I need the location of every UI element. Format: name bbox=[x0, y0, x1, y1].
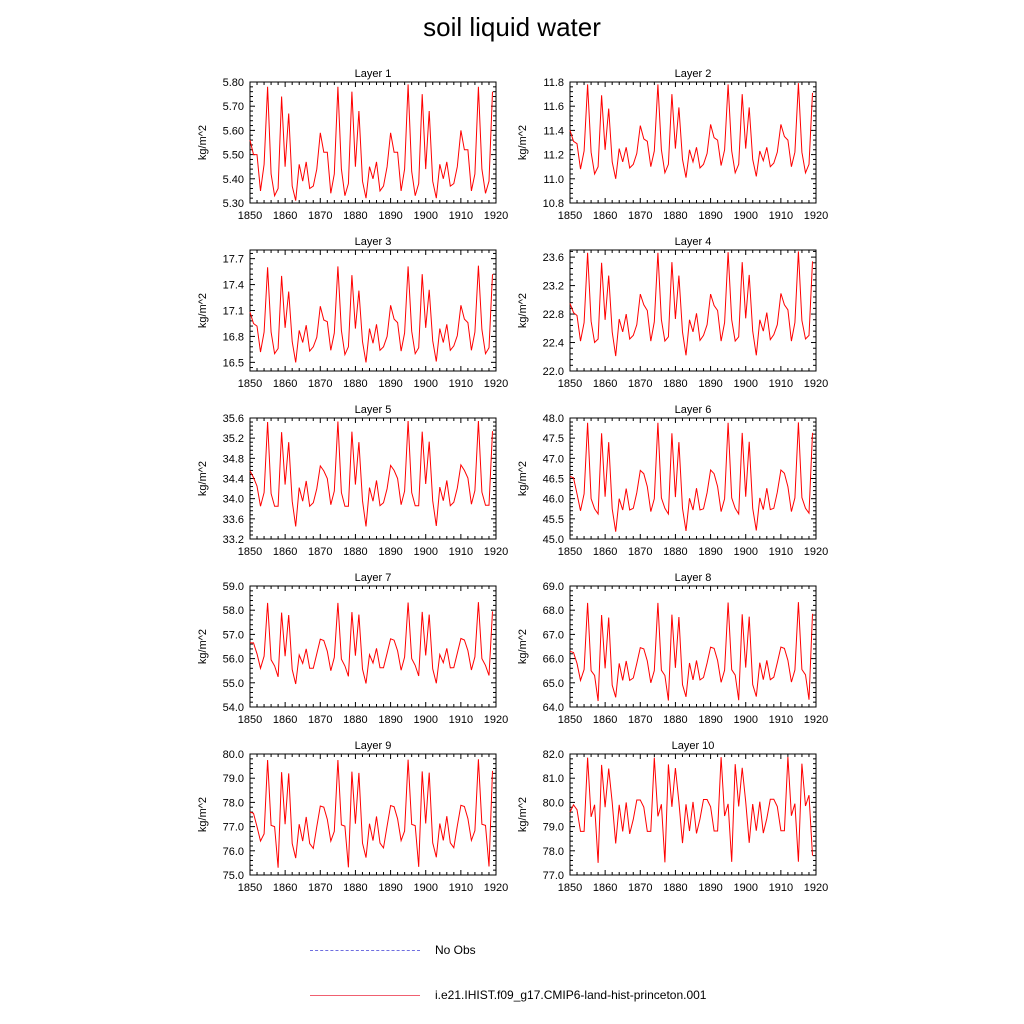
panel-title: Layer 1 bbox=[354, 68, 392, 80]
x-tick-label: 1900 bbox=[413, 210, 438, 222]
y-tick-label: 5.40 bbox=[222, 173, 244, 186]
series-line bbox=[570, 422, 813, 531]
x-tick-label: 1900 bbox=[733, 714, 758, 726]
x-tick-label: 1860 bbox=[272, 882, 298, 894]
panel-8 bbox=[517, 572, 828, 726]
y-tick-label: 16.8 bbox=[222, 331, 244, 344]
panel-9 bbox=[197, 740, 508, 894]
y-tick-label: 33.2 bbox=[222, 534, 244, 546]
x-tick-label: 1880 bbox=[663, 714, 688, 726]
legend-swatch-dashed bbox=[310, 950, 420, 951]
x-tick-label: 1850 bbox=[237, 378, 263, 390]
y-tick-label: 81.0 bbox=[542, 773, 564, 786]
panel-title: Layer 5 bbox=[354, 404, 392, 416]
y-tick-label: 64.0 bbox=[542, 702, 564, 714]
x-tick-label: 1870 bbox=[308, 714, 333, 726]
x-tick-label: 1890 bbox=[698, 378, 723, 390]
y-tick-label: 11.6 bbox=[543, 101, 564, 114]
x-tick-label: 1890 bbox=[378, 210, 403, 222]
x-tick-label: 1850 bbox=[557, 546, 583, 558]
series-line bbox=[250, 759, 493, 867]
x-tick-label: 1860 bbox=[592, 714, 618, 726]
x-tick-label: 1900 bbox=[413, 378, 438, 390]
x-tick-label: 1890 bbox=[378, 714, 403, 726]
panel-title: Layer 7 bbox=[354, 572, 392, 584]
y-tick-label: 16.5 bbox=[222, 357, 244, 370]
y-tick-label: 46.5 bbox=[542, 473, 564, 486]
x-tick-label: 1880 bbox=[343, 882, 368, 894]
x-tick-label: 1850 bbox=[557, 210, 583, 222]
y-tick-label: 80.0 bbox=[222, 749, 244, 761]
x-tick-label: 1890 bbox=[378, 546, 403, 558]
x-tick-label: 1900 bbox=[733, 378, 758, 390]
y-tick-label: 34.8 bbox=[222, 453, 244, 466]
y-tick-label: 34.0 bbox=[222, 493, 244, 506]
x-tick-label: 1880 bbox=[343, 210, 368, 222]
y-tick-label: 68.0 bbox=[542, 605, 564, 618]
y-tick-label: 17.4 bbox=[222, 279, 244, 292]
y-axis-label: kg/m^2 bbox=[197, 460, 209, 497]
y-tick-label: 59.0 bbox=[222, 581, 244, 593]
y-tick-label: 48.0 bbox=[542, 413, 564, 425]
x-tick-label: 1880 bbox=[663, 210, 688, 222]
y-tick-label: 58.0 bbox=[222, 605, 244, 618]
x-tick-label: 1920 bbox=[803, 714, 829, 726]
panel-title: Layer 2 bbox=[674, 68, 712, 80]
y-tick-label: 45.5 bbox=[542, 513, 564, 526]
y-tick-label: 11.0 bbox=[543, 173, 564, 186]
x-tick-label: 1920 bbox=[483, 714, 509, 726]
panel-10 bbox=[517, 740, 828, 894]
panel-4 bbox=[517, 236, 828, 390]
panel-title: Layer 3 bbox=[354, 236, 392, 248]
y-axis-label: kg/m^2 bbox=[517, 292, 529, 329]
x-tick-label: 1860 bbox=[272, 378, 298, 390]
x-tick-label: 1890 bbox=[698, 882, 723, 894]
x-tick-label: 1920 bbox=[803, 882, 829, 894]
y-tick-label: 33.6 bbox=[222, 513, 244, 526]
x-tick-label: 1870 bbox=[628, 546, 653, 558]
y-axis-label: kg/m^2 bbox=[517, 460, 529, 497]
x-tick-label: 1880 bbox=[663, 546, 688, 558]
y-tick-label: 22.0 bbox=[542, 366, 564, 378]
y-axis-label: kg/m^2 bbox=[517, 796, 529, 833]
x-tick-label: 1870 bbox=[308, 546, 333, 558]
x-tick-label: 1920 bbox=[483, 882, 509, 894]
series-line bbox=[570, 83, 813, 179]
panel-title: Layer 8 bbox=[674, 572, 712, 584]
x-tick-label: 1860 bbox=[272, 210, 298, 222]
y-axis-label: kg/m^2 bbox=[197, 628, 209, 665]
panel-title: Layer 4 bbox=[674, 236, 712, 248]
y-axis-label: kg/m^2 bbox=[197, 796, 209, 833]
x-tick-label: 1920 bbox=[483, 210, 509, 222]
x-tick-label: 1850 bbox=[557, 882, 583, 894]
series-line bbox=[570, 251, 813, 356]
x-tick-label: 1890 bbox=[378, 882, 403, 894]
x-tick-label: 1910 bbox=[448, 210, 474, 222]
y-tick-label: 75.0 bbox=[222, 870, 244, 882]
panel-6 bbox=[517, 404, 828, 558]
x-tick-label: 1860 bbox=[592, 378, 618, 390]
x-tick-label: 1870 bbox=[628, 210, 653, 222]
plot-frame bbox=[570, 754, 816, 875]
x-tick-label: 1890 bbox=[698, 546, 723, 558]
panel-7 bbox=[197, 572, 508, 726]
x-tick-label: 1850 bbox=[237, 714, 263, 726]
y-tick-label: 11.2 bbox=[543, 149, 564, 162]
figure-title: soil liquid water bbox=[423, 12, 601, 42]
y-tick-label: 22.4 bbox=[542, 337, 564, 350]
panel-title: Layer 10 bbox=[671, 740, 715, 752]
y-tick-label: 80.0 bbox=[542, 797, 564, 810]
y-tick-label: 5.80 bbox=[222, 77, 244, 89]
panel-title: Layer 6 bbox=[674, 404, 712, 416]
y-axis-label: kg/m^2 bbox=[517, 628, 529, 665]
y-tick-label: 77.0 bbox=[222, 821, 244, 834]
x-tick-label: 1850 bbox=[557, 378, 583, 390]
x-tick-label: 1920 bbox=[803, 210, 829, 222]
series-line bbox=[250, 602, 493, 684]
x-tick-label: 1910 bbox=[448, 714, 474, 726]
x-tick-label: 1910 bbox=[768, 210, 794, 222]
y-tick-label: 5.60 bbox=[222, 125, 244, 138]
x-tick-label: 1910 bbox=[768, 546, 794, 558]
y-axis-label: kg/m^2 bbox=[517, 124, 529, 161]
y-tick-label: 82.0 bbox=[542, 749, 564, 761]
x-tick-label: 1900 bbox=[413, 882, 438, 894]
y-tick-label: 78.0 bbox=[542, 845, 564, 858]
y-tick-label: 10.8 bbox=[542, 198, 564, 210]
y-axis-label: kg/m^2 bbox=[197, 292, 209, 329]
y-tick-label: 45.0 bbox=[542, 534, 564, 546]
x-tick-label: 1920 bbox=[803, 378, 829, 390]
x-tick-label: 1910 bbox=[768, 378, 794, 390]
x-tick-label: 1860 bbox=[592, 210, 618, 222]
x-tick-label: 1850 bbox=[557, 714, 583, 726]
y-tick-label: 66.0 bbox=[542, 653, 564, 666]
series-line bbox=[250, 84, 493, 200]
x-tick-label: 1900 bbox=[413, 714, 438, 726]
x-tick-label: 1910 bbox=[768, 882, 794, 894]
x-tick-label: 1860 bbox=[592, 546, 618, 558]
x-tick-label: 1860 bbox=[272, 714, 298, 726]
y-tick-label: 69.0 bbox=[542, 581, 564, 593]
panel-3 bbox=[197, 236, 508, 390]
y-tick-label: 47.0 bbox=[542, 453, 564, 466]
y-tick-label: 46.0 bbox=[542, 493, 564, 506]
x-tick-label: 1880 bbox=[663, 882, 688, 894]
x-tick-label: 1920 bbox=[803, 546, 829, 558]
series-line bbox=[570, 602, 813, 701]
y-tick-label: 67.0 bbox=[542, 629, 564, 642]
x-tick-label: 1900 bbox=[733, 546, 758, 558]
y-tick-label: 5.30 bbox=[222, 198, 244, 210]
x-tick-label: 1860 bbox=[272, 546, 298, 558]
x-tick-label: 1880 bbox=[343, 546, 368, 558]
y-tick-label: 65.0 bbox=[542, 677, 564, 690]
panel-2 bbox=[517, 68, 828, 222]
series-line bbox=[250, 421, 493, 526]
x-tick-label: 1880 bbox=[343, 378, 368, 390]
legend-label: No Obs bbox=[435, 943, 476, 957]
y-tick-label: 79.0 bbox=[542, 821, 564, 834]
panel-5 bbox=[197, 404, 508, 558]
y-tick-label: 17.1 bbox=[222, 305, 244, 318]
y-tick-label: 55.0 bbox=[222, 677, 244, 690]
y-tick-label: 78.0 bbox=[222, 797, 244, 810]
x-tick-label: 1890 bbox=[378, 378, 403, 390]
y-tick-label: 47.5 bbox=[542, 433, 564, 446]
y-tick-label: 23.2 bbox=[542, 280, 564, 293]
y-tick-label: 11.8 bbox=[543, 77, 564, 89]
y-tick-label: 5.50 bbox=[222, 149, 244, 162]
panel-title: Layer 9 bbox=[354, 740, 392, 752]
legend-label: i.e21.IHIST.f09_g17.CMIP6-land-hist-princeton.001 bbox=[435, 988, 707, 1002]
y-tick-label: 79.0 bbox=[222, 773, 244, 786]
y-tick-label: 11.4 bbox=[543, 125, 564, 138]
y-tick-label: 57.0 bbox=[222, 629, 244, 642]
x-tick-label: 1900 bbox=[733, 210, 758, 222]
x-tick-label: 1910 bbox=[448, 378, 474, 390]
x-tick-label: 1910 bbox=[448, 546, 474, 558]
y-tick-label: 17.7 bbox=[222, 253, 244, 266]
y-tick-label: 23.6 bbox=[542, 252, 564, 265]
plot-frame bbox=[570, 82, 816, 203]
panel-1 bbox=[197, 68, 508, 222]
x-tick-label: 1870 bbox=[628, 378, 653, 390]
x-tick-label: 1880 bbox=[343, 714, 368, 726]
x-tick-label: 1870 bbox=[308, 210, 333, 222]
x-tick-label: 1850 bbox=[237, 210, 263, 222]
x-tick-label: 1870 bbox=[308, 378, 333, 390]
y-tick-label: 34.4 bbox=[222, 473, 244, 486]
y-tick-label: 35.2 bbox=[222, 433, 244, 446]
x-tick-label: 1870 bbox=[308, 882, 333, 894]
legend-swatch-solid bbox=[310, 995, 420, 996]
y-tick-label: 56.0 bbox=[222, 653, 244, 666]
x-tick-label: 1920 bbox=[483, 378, 509, 390]
x-tick-label: 1900 bbox=[733, 882, 758, 894]
series-line bbox=[250, 266, 493, 363]
x-tick-label: 1860 bbox=[592, 882, 618, 894]
x-tick-label: 1910 bbox=[448, 882, 474, 894]
x-tick-label: 1870 bbox=[628, 882, 653, 894]
x-tick-label: 1850 bbox=[237, 546, 263, 558]
series-line bbox=[570, 757, 813, 863]
x-tick-label: 1890 bbox=[698, 210, 723, 222]
x-tick-label: 1870 bbox=[628, 714, 653, 726]
y-tick-label: 76.0 bbox=[222, 845, 244, 858]
y-tick-label: 5.70 bbox=[222, 101, 244, 114]
x-tick-label: 1850 bbox=[237, 882, 263, 894]
x-tick-label: 1880 bbox=[663, 378, 688, 390]
x-tick-label: 1920 bbox=[483, 546, 509, 558]
y-tick-label: 35.6 bbox=[222, 413, 244, 425]
y-tick-label: 77.0 bbox=[542, 870, 564, 882]
x-tick-label: 1900 bbox=[413, 546, 438, 558]
x-tick-label: 1910 bbox=[768, 714, 794, 726]
y-tick-label: 54.0 bbox=[222, 702, 244, 714]
y-tick-label: 22.8 bbox=[542, 309, 564, 322]
y-axis-label: kg/m^2 bbox=[197, 124, 209, 161]
x-tick-label: 1890 bbox=[698, 714, 723, 726]
